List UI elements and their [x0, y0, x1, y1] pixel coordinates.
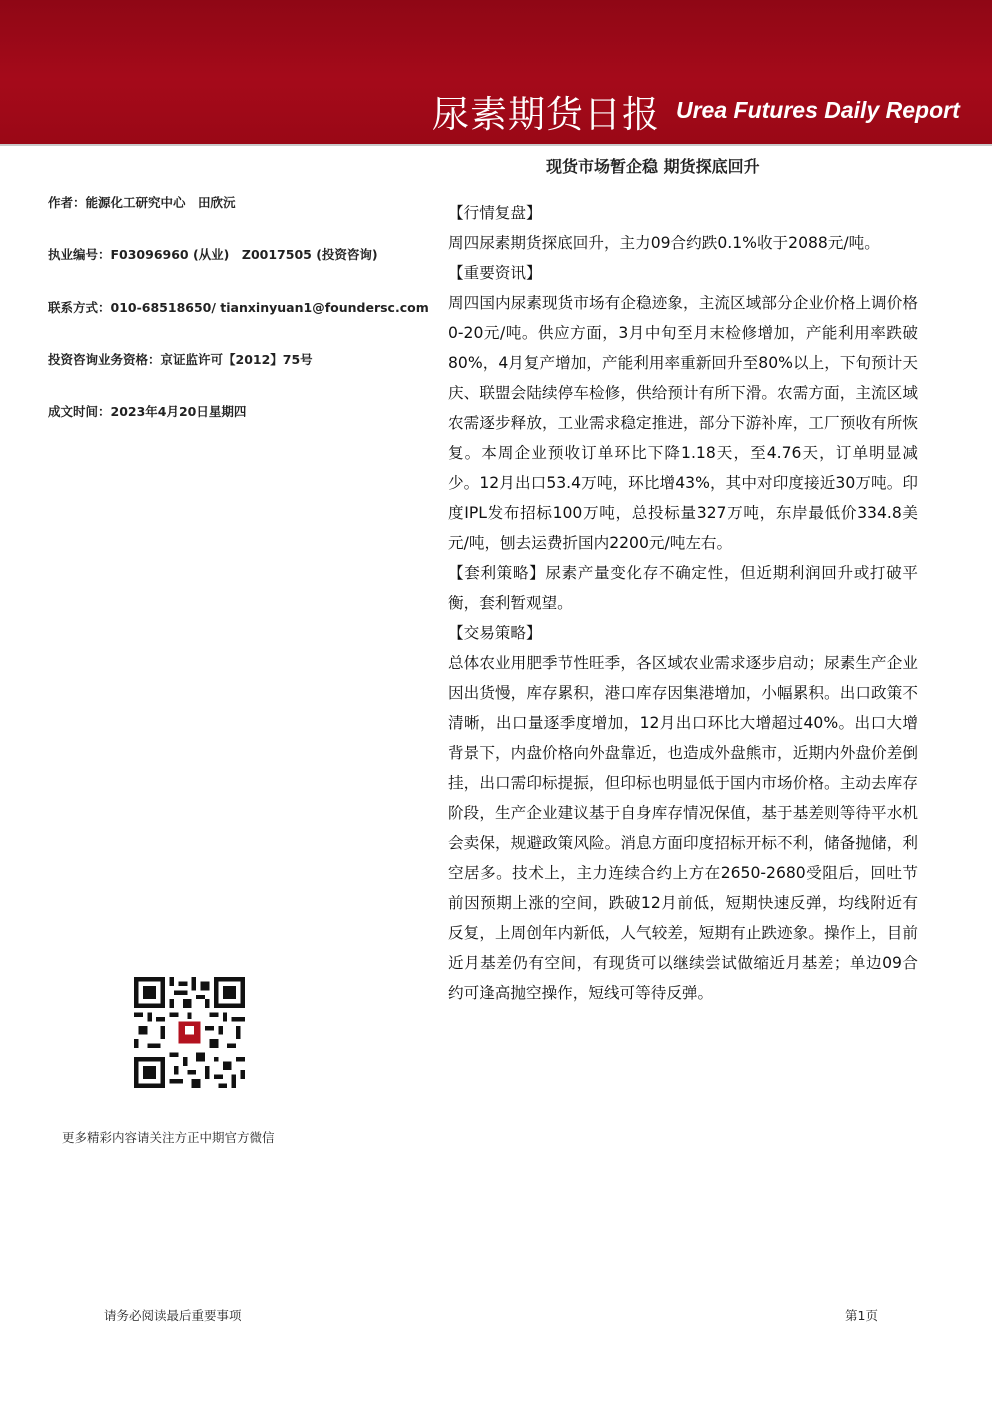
- section-heading-market-review: 【行情复盘】: [448, 204, 542, 222]
- section-body-market-review: 周四尿素期货探底回升，主力09合约跌0.1%收于2088元/吨。: [448, 234, 880, 252]
- header-banner: [0, 0, 992, 144]
- section-heading-key-news: 【重要资讯】: [448, 264, 542, 282]
- section-body-arbitrage: 尿素产量变化存不确定性，但近期利润回升或打破平衡，套利暂观望。: [448, 564, 918, 612]
- qualification: 投资咨询业务资格：京证监许可【2012】75号: [48, 352, 313, 367]
- report-body: [448, 198, 918, 1008]
- license-number: 执业编号：F03096960 (从业) Z0017505 (投资咨询): [48, 247, 378, 262]
- section-body-trading: 总体农业用肥季节性旺季，各区域农业需求逐步启动；尿素生产企业因出货慢，库存累积，港口库存因集港增加，小幅累积。出口政策不清晰，出口量逐季度增加，12月出口环比大增超过40%。出口大增背景下，内盘价格向外盘靠近，也造成外盘熊市，近期内外盘价差倒挂，出口需印标提振，但印标也明显低于国内市场价格。主动去库存阶段，生产企业建议基于自身库存情况保值，基于基差则等待平水机会卖保，规避政策风险。消息方面印度招标开标不利，储备抛储，利空居多。技术上，主力连续合约上方在2650-2680受阻后，回吐节前因预期上涨的空间，跌破12月前低，短期快速反弹，均线附近有反复，上周创年内新低，人气较差，短期有止跌迹象。操作上，目前近月基差仍有空间，有现货可以继续尝试做缩近月基差；单边09合约可逢高抛空操作，短线可等待反弹。: [448, 654, 918, 1002]
- report-name-cn: 尿素期货日报: [432, 93, 660, 136]
- footer-notice: 请务必阅读最后重要事项: [104, 1308, 242, 1323]
- report-name-en: Urea Futures Daily Report: [676, 97, 960, 123]
- qr-code-icon: [134, 977, 245, 1088]
- contact-info: 联系方式：010-68518650/ tianxinyuan1@foundersc.com: [48, 300, 429, 315]
- report-title: 现货市场暂企稳 期货探底回升: [546, 157, 760, 176]
- page-number: 第1页: [845, 1308, 878, 1323]
- author: 作者：能源化工研究中心 田欣沅: [48, 195, 236, 210]
- section-heading-trading: 【交易策略】: [448, 624, 542, 642]
- section-body-key-news: 周四国内尿素现货市场有企稳迹象，主流区域部分企业价格上调价格0-20元/吨。供应方面，3月中旬至月末检修增加，产能利用率跌破80%，4月复产增加，产能利用率重新回升至80%以上，下旬预计天庆、联盟会陆续停车检修，供给预计有所下滑。农需方面，主流区域农需逐步释放，工业需求稳定推进，部分下游补库，工厂预收有所恢复。本周企业预收订单环比下降1.18天，至4.76天，订单明显减少。12月出口53.4万吨，环比增43%，其中对印度接近30万吨。印度IPL发布招标100万吨，总投标量327万吨，东岸最低价334.8美元/吨，刨去运费折国内2200元/吨左右。: [448, 294, 918, 552]
- section-arbitrage: [448, 558, 918, 618]
- section-heading-arbitrage: 【套利策略】: [448, 564, 546, 582]
- qr-caption: 更多精彩内容请关注方正中期官方微信: [62, 1130, 275, 1145]
- report-date: 成文时间：2023年4月20日星期四: [48, 404, 247, 419]
- header-divider: [0, 144, 992, 146]
